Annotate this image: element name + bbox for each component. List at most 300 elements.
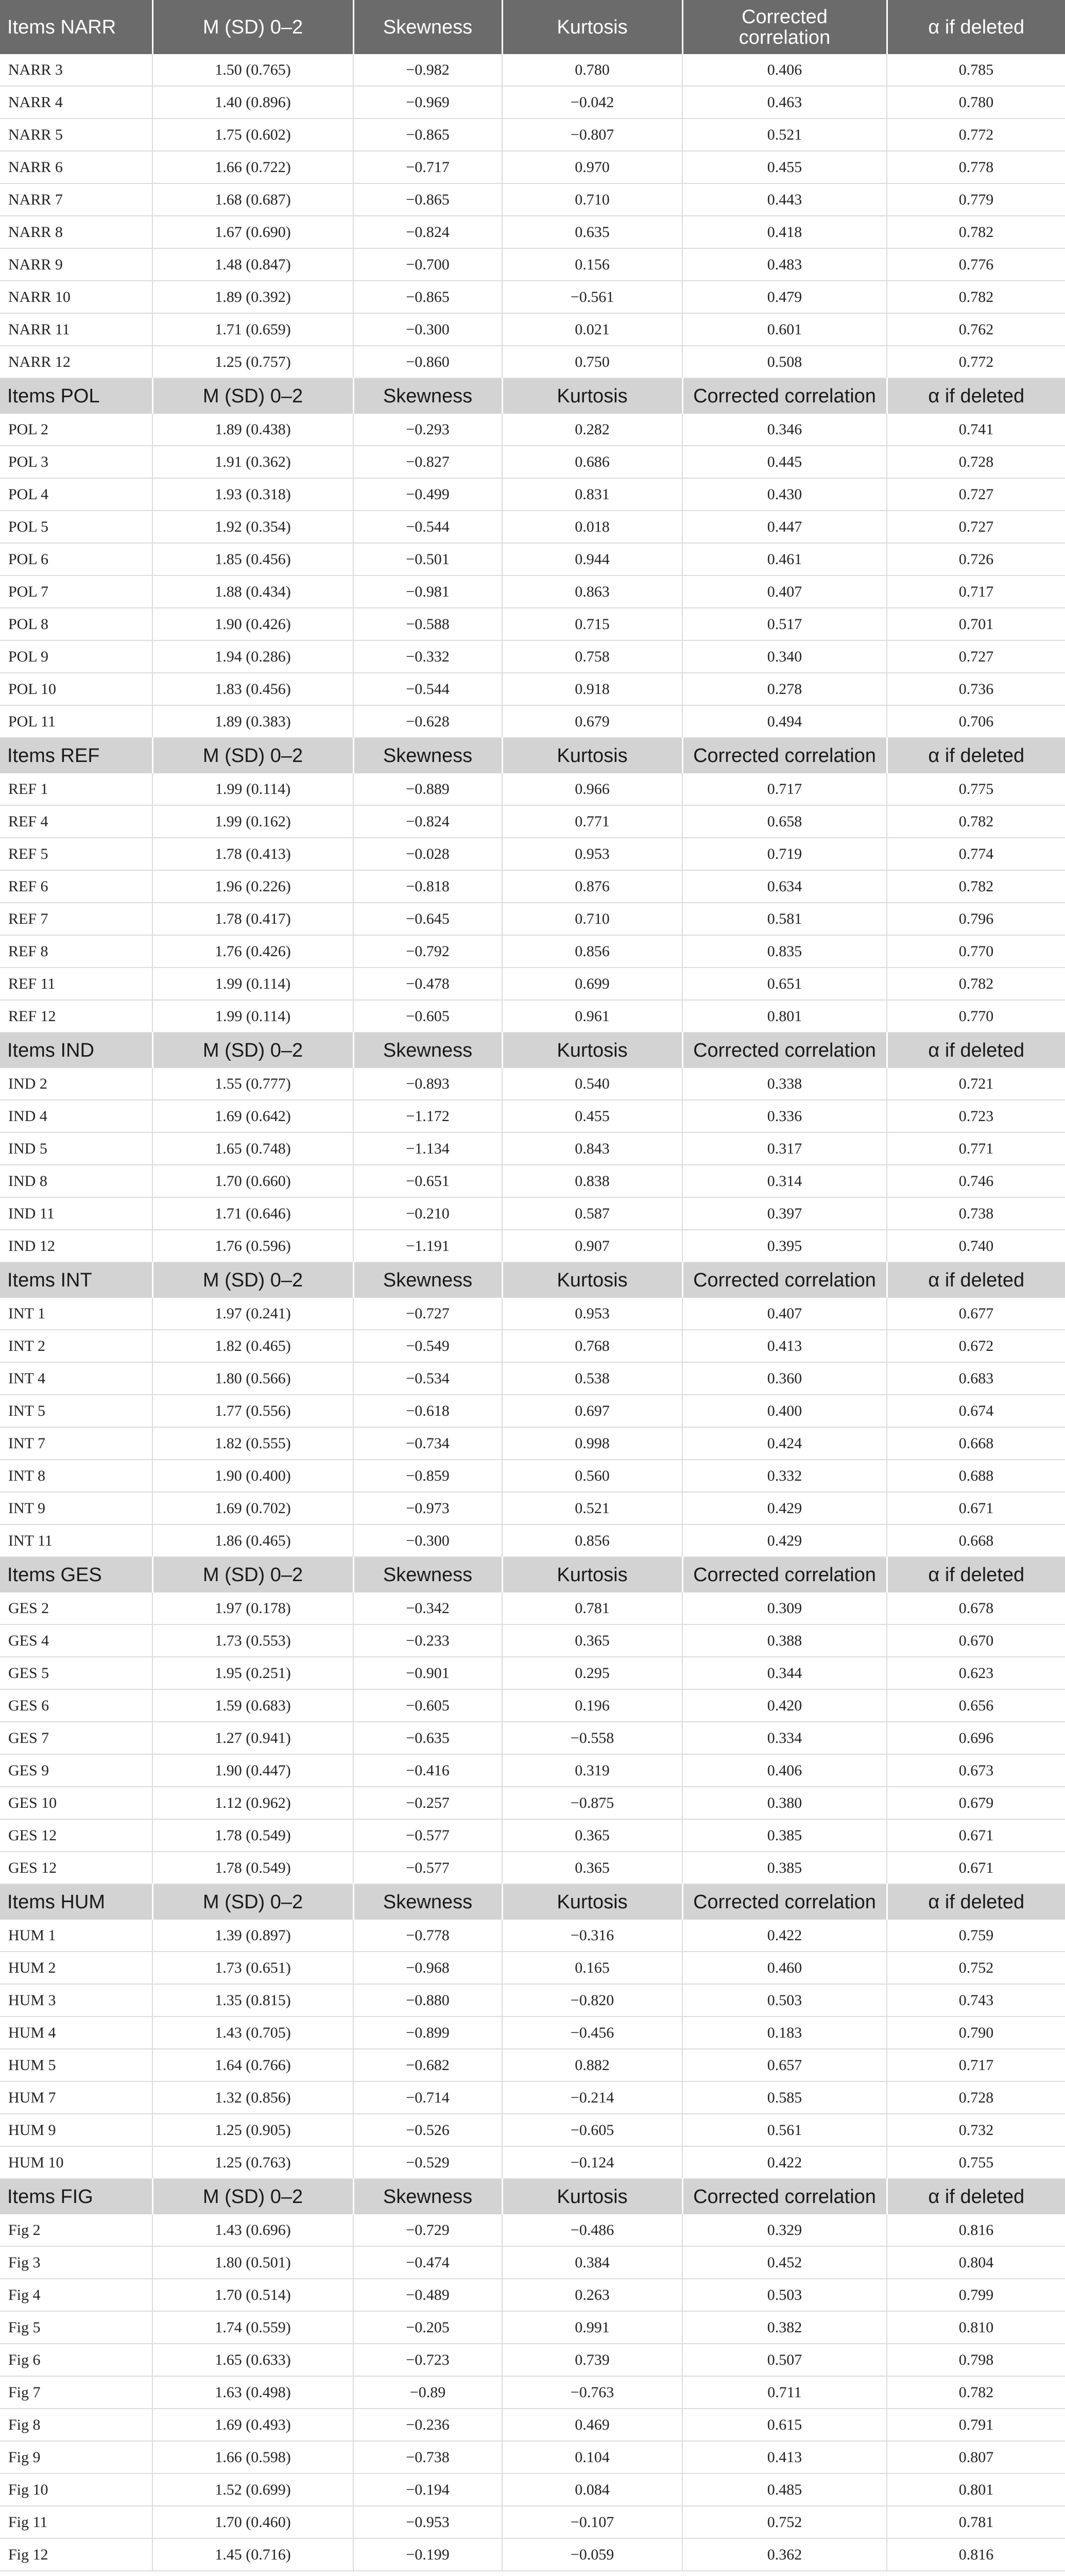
cell-mean-sd: 1.90 (0.426) <box>152 608 353 640</box>
cell-kurtosis: 0.196 <box>502 1689 682 1722</box>
cell-alpha-if-deleted: 0.677 <box>887 1298 1065 1330</box>
cell-item: NARR 12 <box>0 346 152 378</box>
cell-alpha-if-deleted: 0.668 <box>887 1427 1065 1460</box>
cell-skewness: −0.205 <box>353 2311 502 2344</box>
section-header-kurtosis: Kurtosis <box>502 1032 682 1068</box>
cell-corrected-correlation: 0.581 <box>682 903 887 935</box>
cell-kurtosis: 0.856 <box>502 935 682 968</box>
cell-alpha-if-deleted: 0.782 <box>887 2376 1065 2409</box>
cell-item: HUM 7 <box>0 2081 152 2114</box>
cell-item: INT 9 <box>0 1492 152 1524</box>
cell-item: IND 11 <box>0 1197 152 1230</box>
cell-mean-sd: 1.96 (0.226) <box>152 870 353 903</box>
header-items: Items NARR <box>0 0 152 54</box>
cell-kurtosis: 0.750 <box>502 346 682 378</box>
cell-skewness: −0.534 <box>353 1362 502 1395</box>
header-skewness: Skewness <box>353 0 502 54</box>
cell-mean-sd: 1.68 (0.687) <box>152 183 353 216</box>
cell-skewness: −0.700 <box>353 248 502 281</box>
cell-corrected-correlation: 0.615 <box>682 2409 887 2441</box>
cell-alpha-if-deleted: 0.679 <box>887 1787 1065 1819</box>
cell-skewness: −0.880 <box>353 1984 502 2016</box>
cell-skewness: −0.233 <box>353 1624 502 1657</box>
cell-kurtosis: −0.124 <box>502 2146 682 2179</box>
cell-mean-sd: 1.71 (0.646) <box>152 1197 353 1230</box>
cell-item: POL 2 <box>0 414 152 446</box>
table-row <box>0 1819 1065 1852</box>
cell-mean-sd: 1.92 (0.354) <box>152 511 353 543</box>
cell-kurtosis: 0.780 <box>502 54 682 86</box>
cell-item: Fig 6 <box>0 2344 152 2376</box>
cell-kurtosis: 0.699 <box>502 968 682 1000</box>
cell-corrected-correlation: 0.634 <box>682 870 887 903</box>
cell-skewness: −0.734 <box>353 1427 502 1460</box>
cell-corrected-correlation: 0.334 <box>682 1722 887 1754</box>
cell-skewness: −0.588 <box>353 608 502 640</box>
cell-corrected-correlation: 0.503 <box>682 2279 887 2311</box>
table-row <box>0 838 1065 870</box>
cell-skewness: −0.342 <box>353 1592 502 1624</box>
cell-kurtosis: −0.605 <box>502 2114 682 2146</box>
table-row <box>0 248 1065 281</box>
cell-kurtosis: 0.365 <box>502 1624 682 1657</box>
cell-kurtosis: 0.384 <box>502 2246 682 2279</box>
cell-kurtosis: 0.961 <box>502 1000 682 1032</box>
cell-skewness: −0.332 <box>353 640 502 673</box>
cell-kurtosis: 0.018 <box>502 511 682 543</box>
cell-skewness: −0.901 <box>353 1657 502 1689</box>
cell-mean-sd: 1.95 (0.251) <box>152 1657 353 1689</box>
cell-item: INT 8 <box>0 1460 152 1492</box>
cell-corrected-correlation: 0.430 <box>682 478 887 511</box>
cell-corrected-correlation: 0.463 <box>682 86 887 118</box>
cell-mean-sd: 1.99 (0.114) <box>152 1000 353 1032</box>
cell-mean-sd: 1.82 (0.465) <box>152 1330 353 1362</box>
cell-mean-sd: 1.70 (0.460) <box>152 2506 353 2538</box>
cell-kurtosis: 0.781 <box>502 1592 682 1624</box>
cell-item: NARR 10 <box>0 281 152 313</box>
cell-skewness: −0.257 <box>353 1787 502 1819</box>
cell-skewness: −0.729 <box>353 2214 502 2246</box>
cell-alpha-if-deleted: 0.717 <box>887 2049 1065 2081</box>
cell-kurtosis: −0.875 <box>502 1787 682 1819</box>
table-row <box>0 1460 1065 1492</box>
cell-mean-sd: 1.97 (0.241) <box>152 1298 353 1330</box>
cell-kurtosis: 0.635 <box>502 216 682 248</box>
table-row <box>0 608 1065 640</box>
table-row <box>0 903 1065 935</box>
cell-item: POL 8 <box>0 608 152 640</box>
cell-mean-sd: 1.97 (0.178) <box>152 1592 353 1624</box>
cell-corrected-correlation: 0.407 <box>682 1298 887 1330</box>
table-row <box>0 1395 1065 1427</box>
cell-kurtosis: 0.710 <box>502 903 682 935</box>
section-header-corrected-correlation: Corrected correlation <box>682 1884 887 1920</box>
cell-corrected-correlation: 0.455 <box>682 151 887 183</box>
cell-kurtosis: −0.316 <box>502 1920 682 1952</box>
cell-skewness: −0.893 <box>353 1068 502 1100</box>
cell-corrected-correlation: 0.835 <box>682 935 887 968</box>
section-header-mean-sd: M (SD) 0–2 <box>152 378 353 414</box>
cell-item: IND 5 <box>0 1132 152 1165</box>
cell-alpha-if-deleted: 0.762 <box>887 313 1065 346</box>
cell-kurtosis: −0.820 <box>502 1984 682 2016</box>
cell-skewness: −1.134 <box>353 1132 502 1165</box>
cell-kurtosis: −0.486 <box>502 2214 682 2246</box>
cell-item: POL 4 <box>0 478 152 511</box>
cell-alpha-if-deleted: 0.772 <box>887 346 1065 378</box>
cell-corrected-correlation: 0.338 <box>682 1068 887 1100</box>
cell-item: GES 12 <box>0 1819 152 1852</box>
cell-alpha-if-deleted: 0.755 <box>887 2146 1065 2179</box>
cell-alpha-if-deleted: 0.683 <box>887 1362 1065 1395</box>
table-row <box>0 2473 1065 2506</box>
cell-alpha-if-deleted: 0.727 <box>887 511 1065 543</box>
cell-skewness: −0.635 <box>353 1722 502 1754</box>
cell-mean-sd: 1.35 (0.815) <box>152 1984 353 2016</box>
cell-corrected-correlation: 0.397 <box>682 1197 887 1230</box>
cell-corrected-correlation: 0.601 <box>682 313 887 346</box>
cell-alpha-if-deleted: 0.717 <box>887 575 1065 608</box>
table-row <box>0 346 1065 378</box>
table-row <box>0 1068 1065 1100</box>
cell-kurtosis: 0.966 <box>502 773 682 805</box>
cell-kurtosis: 0.970 <box>502 151 682 183</box>
cell-item: GES 4 <box>0 1624 152 1657</box>
cell-alpha-if-deleted: 0.672 <box>887 1330 1065 1362</box>
cell-skewness: −0.210 <box>353 1197 502 1230</box>
cell-skewness: −0.605 <box>353 1689 502 1722</box>
table-row <box>0 1000 1065 1032</box>
cell-kurtosis: 0.521 <box>502 1492 682 1524</box>
cell-skewness: −0.478 <box>353 968 502 1000</box>
cell-item: IND 4 <box>0 1100 152 1132</box>
cell-kurtosis: −0.107 <box>502 2506 682 2538</box>
cell-item: REF 4 <box>0 805 152 838</box>
cell-mean-sd: 1.70 (0.514) <box>152 2279 353 2311</box>
cell-skewness: −1.172 <box>353 1100 502 1132</box>
cell-alpha-if-deleted: 0.721 <box>887 1068 1065 1100</box>
cell-alpha-if-deleted: 0.798 <box>887 2344 1065 2376</box>
cell-corrected-correlation: 0.362 <box>682 2538 887 2571</box>
cell-item: IND 12 <box>0 1230 152 1262</box>
table-row <box>0 1722 1065 1754</box>
cell-item: GES 7 <box>0 1722 152 1754</box>
cell-skewness: −0.889 <box>353 773 502 805</box>
cell-kurtosis: −0.763 <box>502 2376 682 2409</box>
cell-mean-sd: 1.77 (0.556) <box>152 1395 353 1427</box>
cell-skewness: −0.194 <box>353 2473 502 2506</box>
cell-corrected-correlation: 0.380 <box>682 1787 887 1819</box>
cell-item: NARR 8 <box>0 216 152 248</box>
table-row <box>0 313 1065 346</box>
section-header-corrected-correlation: Corrected correlation <box>682 1032 887 1068</box>
cell-corrected-correlation: 0.452 <box>682 2246 887 2279</box>
cell-alpha-if-deleted: 0.781 <box>887 2506 1065 2538</box>
cell-item: NARR 4 <box>0 86 152 118</box>
cell-skewness: −0.236 <box>353 2409 502 2441</box>
section-header-skewness: Skewness <box>353 1032 502 1068</box>
cell-mean-sd: 1.50 (0.765) <box>152 54 353 86</box>
section-header-skewness: Skewness <box>353 1884 502 1920</box>
table-row <box>0 478 1065 511</box>
section-header-corrected-correlation: Corrected correlation <box>682 1557 887 1592</box>
cell-mean-sd: 1.66 (0.722) <box>152 151 353 183</box>
cell-item: GES 10 <box>0 1787 152 1819</box>
cell-alpha-if-deleted: 0.790 <box>887 2016 1065 2049</box>
cell-alpha-if-deleted: 0.810 <box>887 2311 1065 2344</box>
cell-skewness: −0.865 <box>353 281 502 313</box>
cell-skewness: −0.549 <box>353 1330 502 1362</box>
cell-alpha-if-deleted: 0.785 <box>887 54 1065 86</box>
cell-mean-sd: 1.78 (0.413) <box>152 838 353 870</box>
cell-corrected-correlation: 0.422 <box>682 2146 887 2179</box>
cell-corrected-correlation: 0.388 <box>682 1624 887 1657</box>
cell-item: NARR 3 <box>0 54 152 86</box>
section-header-skewness: Skewness <box>353 1557 502 1592</box>
cell-mean-sd: 1.43 (0.705) <box>152 2016 353 2049</box>
cell-mean-sd: 1.39 (0.897) <box>152 1920 353 1952</box>
section-header-alpha-if-deleted: α if deleted <box>887 1032 1065 1068</box>
table-row <box>0 2081 1065 2114</box>
cell-skewness: −0.526 <box>353 2114 502 2146</box>
cell-item: HUM 4 <box>0 2016 152 2049</box>
section-header-mean-sd: M (SD) 0–2 <box>152 1032 353 1068</box>
cell-item: Fig 3 <box>0 2246 152 2279</box>
cell-skewness: −0.973 <box>353 1492 502 1524</box>
table-row <box>0 2214 1065 2246</box>
cell-alpha-if-deleted: 0.740 <box>887 1230 1065 1262</box>
table-row <box>0 281 1065 313</box>
table-body <box>0 54 1065 2571</box>
cell-item: REF 7 <box>0 903 152 935</box>
cell-corrected-correlation: 0.413 <box>682 2441 887 2473</box>
cell-skewness: −0.645 <box>353 903 502 935</box>
cell-mean-sd: 1.78 (0.417) <box>152 903 353 935</box>
cell-kurtosis: 0.739 <box>502 2344 682 2376</box>
cell-skewness: −0.860 <box>353 346 502 378</box>
cell-alpha-if-deleted: 0.775 <box>887 773 1065 805</box>
cell-corrected-correlation: 0.400 <box>682 1395 887 1427</box>
cell-kurtosis: 0.540 <box>502 1068 682 1100</box>
cell-mean-sd: 1.65 (0.633) <box>152 2344 353 2376</box>
cell-mean-sd: 1.69 (0.702) <box>152 1492 353 1524</box>
section-header-corrected-correlation: Corrected correlation <box>682 378 887 414</box>
cell-corrected-correlation: 0.418 <box>682 216 887 248</box>
cell-mean-sd: 1.80 (0.501) <box>152 2246 353 2279</box>
cell-kurtosis: 0.560 <box>502 1460 682 1492</box>
cell-item: REF 11 <box>0 968 152 1000</box>
cell-alpha-if-deleted: 0.782 <box>887 281 1065 313</box>
cell-kurtosis: −0.561 <box>502 281 682 313</box>
cell-corrected-correlation: 0.360 <box>682 1362 887 1395</box>
cell-alpha-if-deleted: 0.772 <box>887 118 1065 151</box>
table-row <box>0 870 1065 903</box>
cell-item: NARR 5 <box>0 118 152 151</box>
cell-corrected-correlation: 0.407 <box>682 575 887 608</box>
table-row <box>0 1362 1065 1395</box>
cell-corrected-correlation: 0.413 <box>682 1330 887 1362</box>
cell-item: GES 5 <box>0 1657 152 1689</box>
cell-kurtosis: 0.295 <box>502 1657 682 1689</box>
cell-alpha-if-deleted: 0.804 <box>887 2246 1065 2279</box>
cell-alpha-if-deleted: 0.732 <box>887 2114 1065 2146</box>
table-footnote <box>0 2571 1065 2576</box>
cell-skewness: −0.899 <box>353 2016 502 2049</box>
cell-alpha-if-deleted: 0.678 <box>887 1592 1065 1624</box>
cell-item: POL 3 <box>0 446 152 478</box>
table-row <box>0 1920 1065 1952</box>
table-row <box>0 1689 1065 1722</box>
cell-kurtosis: 0.697 <box>502 1395 682 1427</box>
cell-skewness: −0.738 <box>353 2441 502 2473</box>
cell-skewness: −0.723 <box>353 2344 502 2376</box>
table-row <box>0 2441 1065 2473</box>
table-row <box>0 1624 1065 1657</box>
table-row <box>0 2279 1065 2311</box>
cell-alpha-if-deleted: 0.782 <box>887 870 1065 903</box>
cell-skewness: −0.605 <box>353 1000 502 1032</box>
cell-corrected-correlation: 0.445 <box>682 446 887 478</box>
section-header-mean-sd: M (SD) 0–2 <box>152 1262 353 1298</box>
cell-alpha-if-deleted: 0.816 <box>887 2538 1065 2571</box>
table-row <box>0 54 1065 86</box>
cell-corrected-correlation: 0.317 <box>682 1132 887 1165</box>
cell-mean-sd: 1.25 (0.757) <box>152 346 353 378</box>
cell-kurtosis: 0.991 <box>502 2311 682 2344</box>
cell-kurtosis: 0.282 <box>502 414 682 446</box>
cell-kurtosis: 0.831 <box>502 478 682 511</box>
cell-mean-sd: 1.91 (0.362) <box>152 446 353 478</box>
cell-corrected-correlation: 0.719 <box>682 838 887 870</box>
cell-mean-sd: 1.88 (0.434) <box>152 575 353 608</box>
cell-item: REF 8 <box>0 935 152 968</box>
cell-skewness: −0.651 <box>353 1165 502 1197</box>
cell-skewness: −0.717 <box>353 151 502 183</box>
table-row <box>0 183 1065 216</box>
cell-kurtosis: 0.710 <box>502 183 682 216</box>
table-row <box>0 1197 1065 1230</box>
cell-item: INT 7 <box>0 1427 152 1460</box>
cell-kurtosis: 0.863 <box>502 575 682 608</box>
cell-alpha-if-deleted: 0.688 <box>887 1460 1065 1492</box>
section-header-skewness: Skewness <box>353 378 502 414</box>
table-row <box>0 1524 1065 1557</box>
cell-corrected-correlation: 0.494 <box>682 705 887 738</box>
cell-mean-sd: 1.83 (0.456) <box>152 673 353 705</box>
cell-kurtosis: 0.876 <box>502 870 682 903</box>
cell-alpha-if-deleted: 0.782 <box>887 805 1065 838</box>
cell-kurtosis: 0.469 <box>502 2409 682 2441</box>
cell-skewness: −0.300 <box>353 313 502 346</box>
cell-mean-sd: 1.94 (0.286) <box>152 640 353 673</box>
section-header-row <box>0 738 1065 773</box>
cell-corrected-correlation: 0.479 <box>682 281 887 313</box>
cell-mean-sd: 1.64 (0.766) <box>152 2049 353 2081</box>
cell-mean-sd: 1.67 (0.690) <box>152 216 353 248</box>
cell-item: INT 5 <box>0 1395 152 1427</box>
cell-alpha-if-deleted: 0.727 <box>887 478 1065 511</box>
cell-corrected-correlation: 0.429 <box>682 1492 887 1524</box>
section-header-corrected-correlation: Corrected correlation <box>682 738 887 773</box>
cell-alpha-if-deleted: 0.726 <box>887 543 1065 575</box>
cell-kurtosis: 0.838 <box>502 1165 682 1197</box>
cell-item: INT 4 <box>0 1362 152 1395</box>
section-header-skewness: Skewness <box>353 1262 502 1298</box>
table-row <box>0 1592 1065 1624</box>
section-header-alpha-if-deleted: α if deleted <box>887 1262 1065 1298</box>
cell-kurtosis: −0.042 <box>502 86 682 118</box>
section-header-row <box>0 2179 1065 2214</box>
cell-skewness: −0.824 <box>353 805 502 838</box>
cell-item: GES 12 <box>0 1852 152 1884</box>
cell-corrected-correlation: 0.485 <box>682 2473 887 2506</box>
cell-item: Fig 5 <box>0 2311 152 2344</box>
cell-item: REF 6 <box>0 870 152 903</box>
cell-mean-sd: 1.69 (0.642) <box>152 1100 353 1132</box>
section-header-row <box>0 1262 1065 1298</box>
cell-skewness: −1.191 <box>353 1230 502 1262</box>
section-header-row <box>0 378 1065 414</box>
cell-skewness: −0.499 <box>353 478 502 511</box>
cell-kurtosis: 0.365 <box>502 1819 682 1852</box>
cell-mean-sd: 1.73 (0.651) <box>152 1952 353 1984</box>
cell-mean-sd: 1.78 (0.549) <box>152 1819 353 1852</box>
cell-alpha-if-deleted: 0.656 <box>887 1689 1065 1722</box>
cell-item: POL 6 <box>0 543 152 575</box>
cell-corrected-correlation: 0.561 <box>682 2114 887 2146</box>
cell-alpha-if-deleted: 0.782 <box>887 216 1065 248</box>
table-row <box>0 1165 1065 1197</box>
cell-mean-sd: 1.90 (0.447) <box>152 1754 353 1787</box>
cell-mean-sd: 1.99 (0.162) <box>152 805 353 838</box>
table-row <box>0 640 1065 673</box>
cell-alpha-if-deleted: 0.779 <box>887 183 1065 216</box>
cell-corrected-correlation: 0.507 <box>682 2344 887 2376</box>
cell-item: Fig 10 <box>0 2473 152 2506</box>
cell-item: REF 5 <box>0 838 152 870</box>
cell-corrected-correlation: 0.424 <box>682 1427 887 1460</box>
cell-corrected-correlation: 0.385 <box>682 1852 887 1884</box>
cell-skewness: −0.544 <box>353 511 502 543</box>
cell-corrected-correlation: 0.382 <box>682 2311 887 2344</box>
cell-alpha-if-deleted: 0.770 <box>887 935 1065 968</box>
cell-mean-sd: 1.99 (0.114) <box>152 773 353 805</box>
cell-mean-sd: 1.66 (0.598) <box>152 2441 353 2473</box>
table-row <box>0 935 1065 968</box>
cell-skewness: −0.544 <box>353 673 502 705</box>
cell-mean-sd: 1.76 (0.426) <box>152 935 353 968</box>
cell-corrected-correlation: 0.346 <box>682 414 887 446</box>
cell-corrected-correlation: 0.336 <box>682 1100 887 1132</box>
cell-mean-sd: 1.55 (0.777) <box>152 1068 353 1100</box>
cell-skewness: −0.953 <box>353 2506 502 2538</box>
cell-item: Fig 4 <box>0 2279 152 2311</box>
cell-skewness: −0.628 <box>353 705 502 738</box>
cell-skewness: −0.577 <box>353 1819 502 1852</box>
table-row <box>0 1230 1065 1262</box>
cell-skewness: −0.028 <box>353 838 502 870</box>
table-row <box>0 2409 1065 2441</box>
cell-item: HUM 3 <box>0 1984 152 2016</box>
section-header-skewness: Skewness <box>353 738 502 773</box>
cell-alpha-if-deleted: 0.671 <box>887 1819 1065 1852</box>
cell-alpha-if-deleted: 0.738 <box>887 1197 1065 1230</box>
cell-kurtosis: 0.587 <box>502 1197 682 1230</box>
cell-item: NARR 6 <box>0 151 152 183</box>
cell-skewness: −0.501 <box>353 543 502 575</box>
cell-skewness: −0.89 <box>353 2376 502 2409</box>
